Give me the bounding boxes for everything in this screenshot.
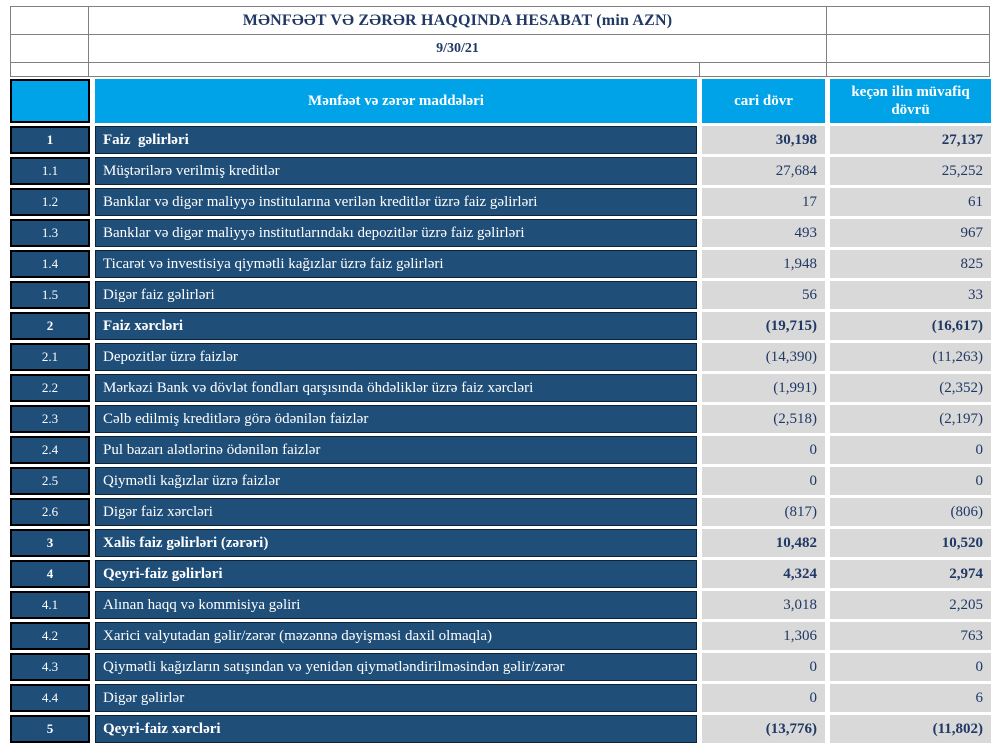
row-previous-value-cell: 825 [830, 250, 991, 278]
row-number-cell: 4.1 [10, 591, 90, 619]
title-row [11, 7, 990, 35]
row-number-cell: 5 [10, 715, 90, 743]
row-current-value-cell: (1,991) [702, 374, 825, 402]
row-label-cell: Faiz xərcləri [95, 312, 697, 340]
report-title: MƏNFƏƏT VƏ ZƏRƏR HAQQINDA HESABAT (min AZN) [89, 7, 827, 35]
spacer-cell [89, 63, 700, 77]
row-label-cell: Xarici valyutadan gəlir/zərər (məzənnə dəyişməsi daxil olmaqla) [95, 622, 697, 650]
statement-table [10, 79, 990, 743]
row-label-cell: Mərkəzi Bank və dövlət fondları qarşısında öhdəliklər üzrə faiz xərcləri [95, 374, 697, 402]
row-label-cell: Pul bazarı alətlərinə ödənilən faizlər [95, 436, 697, 464]
row-previous-value-cell: 27,137 [830, 126, 991, 154]
date-row-index-cell [11, 35, 89, 63]
row-current-value-cell: 0 [702, 436, 825, 464]
row-label-cell: Digər gəlirlər [95, 684, 697, 712]
row-current-value-cell: (13,776) [702, 715, 825, 743]
title-row-index-cell [11, 7, 89, 35]
row-label-cell: Qeyri-faiz xərcləri [95, 715, 697, 743]
row-previous-value-cell: 33 [830, 281, 991, 309]
row-number-cell: 2.2 [10, 374, 90, 402]
row-label-cell: Banklar və digər maliyyə institutlarındakı depozitlər üzrə faiz gəlirləri [95, 219, 697, 247]
row-label-cell: Depozitlər üzrə faizlər [95, 343, 697, 371]
row-current-value-cell: 493 [702, 219, 825, 247]
row-number-cell: 1.2 [10, 188, 90, 216]
row-current-value-cell: 0 [702, 653, 825, 681]
row-number-cell: 2.4 [10, 436, 90, 464]
column-header-index [10, 79, 90, 123]
row-previous-value-cell: 10,520 [830, 529, 991, 557]
row-current-value-cell: 1,306 [702, 622, 825, 650]
row-label-cell: Faiz gəlirləri [95, 126, 697, 154]
row-number-cell: 1.3 [10, 219, 90, 247]
row-label-cell: Qiymətli kağızlar üzrə faizlər [95, 467, 697, 495]
row-number-cell: 2.6 [10, 498, 90, 526]
row-number-cell: 2.5 [10, 467, 90, 495]
row-current-value-cell: (817) [702, 498, 825, 526]
row-previous-value-cell: 6 [830, 684, 991, 712]
row-previous-value-cell: 0 [830, 436, 991, 464]
title-row-right-cell [827, 7, 990, 35]
row-label-cell: Müştərilərə verilmiş kreditlər [95, 157, 697, 185]
spacer-cell [700, 63, 827, 77]
row-number-cell: 4.3 [10, 653, 90, 681]
row-current-value-cell: 0 [702, 684, 825, 712]
column-header-previous-period: keçən ilin müvafiq dövrü [830, 79, 991, 123]
row-previous-value-cell: 0 [830, 467, 991, 495]
date-row-right-cell [827, 35, 990, 63]
row-number-cell: 2 [10, 312, 90, 340]
row-label-cell: Cəlb edilmiş kreditlərə görə ödənilən faizlər [95, 405, 697, 433]
row-current-value-cell: 1,948 [702, 250, 825, 278]
row-number-cell: 2.3 [10, 405, 90, 433]
row-number-cell: 1 [10, 126, 90, 154]
row-previous-value-cell: 0 [830, 653, 991, 681]
row-current-value-cell: 10,482 [702, 529, 825, 557]
spacer-row [11, 63, 990, 77]
row-previous-value-cell: (806) [830, 498, 991, 526]
row-number-cell: 1.1 [10, 157, 90, 185]
row-previous-value-cell: 61 [830, 188, 991, 216]
row-current-value-cell: 56 [702, 281, 825, 309]
row-number-cell: 1.5 [10, 281, 90, 309]
row-previous-value-cell: 25,252 [830, 157, 991, 185]
row-label-cell: Digər faiz xərcləri [95, 498, 697, 526]
row-label-cell: Qeyri-faiz gəlirləri [95, 560, 697, 588]
row-number-cell: 4.2 [10, 622, 90, 650]
row-previous-value-cell: (16,617) [830, 312, 991, 340]
column-header-current-period: cari dövr [702, 79, 825, 123]
report-header-block [10, 6, 990, 77]
row-current-value-cell: 30,198 [702, 126, 825, 154]
row-number-cell: 2.1 [10, 343, 90, 371]
row-current-value-cell: 27,684 [702, 157, 825, 185]
row-label-cell: Qiymətli kağızların satışından və yenidən qiymətləndirilməsindən gəlir/zərər [95, 653, 697, 681]
spacer-cell [827, 63, 990, 77]
row-label-cell: Digər faiz gəlirləri [95, 281, 697, 309]
row-previous-value-cell: 2,205 [830, 591, 991, 619]
row-previous-value-cell: 967 [830, 219, 991, 247]
row-previous-value-cell: (2,352) [830, 374, 991, 402]
row-previous-value-cell: (2,197) [830, 405, 991, 433]
row-number-cell: 3 [10, 529, 90, 557]
row-current-value-cell: 0 [702, 467, 825, 495]
row-label-cell: Ticarət və investisiya qiymətli kağızlar üzrə faiz gəlirləri [95, 250, 697, 278]
row-label-cell: Alınan haqq və kommisiya gəliri [95, 591, 697, 619]
row-current-value-cell: 17 [702, 188, 825, 216]
row-previous-value-cell: (11,802) [830, 715, 991, 743]
date-row [11, 35, 990, 63]
column-header-items: Mənfəət və zərər maddələri [95, 79, 697, 123]
row-previous-value-cell: 763 [830, 622, 991, 650]
spacer-cell [11, 63, 89, 77]
row-previous-value-cell: 2,974 [830, 560, 991, 588]
row-label-cell: Xalis faiz gəlirləri (zərəri) [95, 529, 697, 557]
row-number-cell: 4 [10, 560, 90, 588]
row-previous-value-cell: (11,263) [830, 343, 991, 371]
row-current-value-cell: 3,018 [702, 591, 825, 619]
row-current-value-cell: 4,324 [702, 560, 825, 588]
row-current-value-cell: (19,715) [702, 312, 825, 340]
row-current-value-cell: (14,390) [702, 343, 825, 371]
row-label-cell: Banklar və digər maliyyə institularına verilən kreditlər üzrə faiz gəlirləri [95, 188, 697, 216]
row-number-cell: 4.4 [10, 684, 90, 712]
report-date: 9/30/21 [89, 35, 827, 63]
row-current-value-cell: (2,518) [702, 405, 825, 433]
row-number-cell: 1.4 [10, 250, 90, 278]
